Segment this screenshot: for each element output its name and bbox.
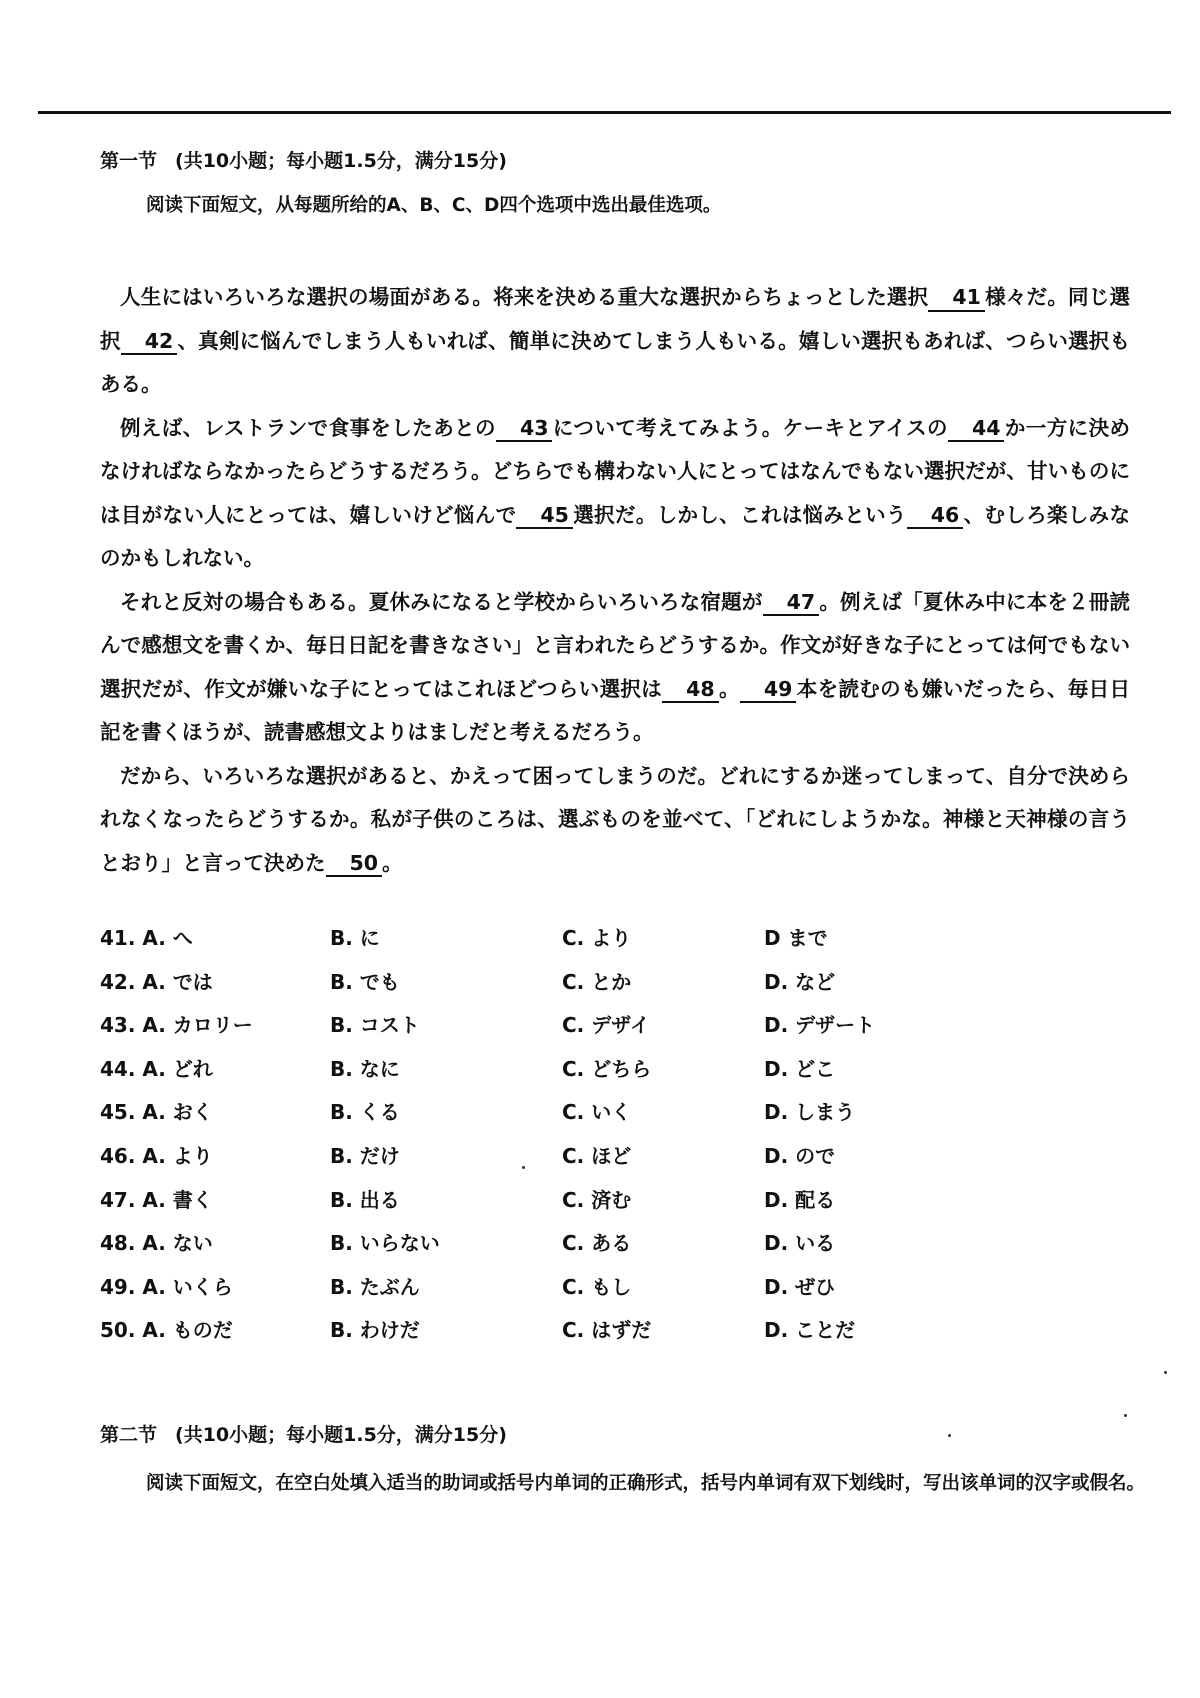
passage-text: 例えば、レストランで食事をしたあとの xyxy=(120,415,496,440)
option-choice: D. ので xyxy=(764,1143,836,1168)
section2-heading xyxy=(100,1420,507,1447)
answer-blank: 42 xyxy=(121,329,178,356)
option-choice: 45. A. おく xyxy=(100,1100,213,1125)
option-choice: D. しまう xyxy=(764,1100,856,1125)
passage-text: について考えてみよう。ケーキとアイスの xyxy=(552,415,948,440)
option-choice: 41. A. へ xyxy=(100,926,193,950)
passage-text: 。 xyxy=(718,676,740,701)
option-choice: C. もし xyxy=(562,1274,632,1299)
option-row xyxy=(100,1053,1100,1097)
passage-text: 選択だ。しかし、これは悩みという xyxy=(572,502,907,527)
option-row xyxy=(100,1271,1100,1315)
option-row xyxy=(100,1140,1100,1184)
option-row xyxy=(100,966,1100,1010)
passage-paragraph xyxy=(100,581,1130,755)
option-choice: B. なに xyxy=(330,1056,400,1081)
option-choice: B. でも xyxy=(330,969,400,994)
option-choice: C. いく xyxy=(562,1100,632,1125)
passage-text: それと反対の場合もある。夏休みになると学校からいろいろな宿題が xyxy=(120,589,763,614)
section1-title: 第一节 xyxy=(100,150,158,172)
scan-speck xyxy=(1124,1414,1127,1417)
option-choice: 49. A. いくら xyxy=(100,1274,233,1299)
scan-speck xyxy=(1164,1371,1167,1374)
option-row xyxy=(100,922,1100,966)
passage-text: 、真剣に悩んでしまう人もいれば、簡単に決めてしまう人もいる。嬉しい選択もあれば、つらい選択もある。 xyxy=(100,328,1131,396)
option-choice: B. に xyxy=(330,926,380,950)
passage-text: 人生にはいろいろな選択の場面がある。将来を決める重大な選択からちょっとした選択 xyxy=(120,285,929,309)
scan-speck xyxy=(948,1434,951,1437)
option-row xyxy=(100,1314,1100,1358)
option-choice: D. いる xyxy=(764,1231,836,1256)
top-rule xyxy=(38,111,1171,114)
answer-blank: 50 xyxy=(326,851,383,878)
passage-text: だから、いろいろな選択があると、かえって困ってしまうのだ。どれにするか迷ってしまって、自分で決められなくなったらどうするか。私が子供のころは、選ぶものを並べて、「どれにしようかな。神様と天神様の言うとおり」と言って決めた xyxy=(100,763,1130,875)
passage-paragraph xyxy=(100,407,1130,581)
option-choice: 42. A. では xyxy=(100,969,213,994)
section1-meta: (共10小题；每小题1.5分，满分15分) xyxy=(175,150,507,172)
option-choice: D. 配る xyxy=(764,1187,836,1212)
option-choice: B. いらない xyxy=(330,1231,440,1256)
option-choice: C. ほど xyxy=(562,1143,632,1168)
section2-title: 第二节 xyxy=(100,1424,158,1446)
answer-blank: 45 xyxy=(516,503,573,530)
option-choice: 48. A. ない xyxy=(100,1231,213,1256)
option-row xyxy=(100,1227,1100,1271)
passage-text: 、むしろ楽しみなのかもしれない。 xyxy=(100,502,1131,570)
option-choice: C. より xyxy=(562,926,632,950)
passage-text: か一方に決めなければならなかったらどうするだろう。どちらでも構わない人にとってはなんでもない選択だが、甘いものには目がない人にとっては、嬉しいけど悩んで xyxy=(100,415,1130,527)
option-choice: C. 済む xyxy=(562,1187,632,1212)
option-choice: B. わけだ xyxy=(330,1318,420,1343)
option-choice: B. 出る xyxy=(330,1187,400,1212)
option-choice: D. デザート xyxy=(764,1013,876,1038)
option-choice: D まで xyxy=(764,926,828,950)
options-list xyxy=(100,922,1100,1358)
scan-speck xyxy=(522,1166,525,1169)
option-choice: C. ある xyxy=(562,1231,632,1256)
option-row xyxy=(100,1184,1100,1228)
passage-paragraph xyxy=(100,276,1130,407)
option-choice: B. だけ xyxy=(330,1143,400,1168)
option-choice: D. など xyxy=(764,969,836,994)
option-row xyxy=(100,1096,1100,1140)
passage-text: 本を読むのも嫌いだったら、毎日日記を書くほうが、読書感想文よりはましだと考えるだろう。 xyxy=(100,676,1131,744)
option-choice: 44. A. どれ xyxy=(100,1056,213,1081)
section2-instruction: 阅读下面短文，在空白处填入适当的助词或括号内单词的正确形式，括号内单词有双下划线时，写出该单词的汉字或假名。 xyxy=(146,1473,1146,1494)
section2-meta: (共10小题；每小题1.5分，满分15分) xyxy=(175,1424,507,1446)
cloze-passage xyxy=(100,276,1130,885)
passage-text: 様々だ。同じ選択 xyxy=(100,285,1130,353)
option-choice: D. ことだ xyxy=(764,1318,856,1343)
answer-blank: 49 xyxy=(740,677,797,704)
section1-heading xyxy=(100,146,507,173)
option-choice: D. どこ xyxy=(764,1056,836,1081)
option-choice: C. とか xyxy=(562,969,632,994)
option-choice: 46. A. より xyxy=(100,1143,213,1168)
option-choice: B. くる xyxy=(330,1100,400,1125)
option-choice: B. たぶん xyxy=(330,1274,420,1299)
answer-blank: 41 xyxy=(928,285,985,312)
passage-text: 。 xyxy=(382,850,403,875)
answer-blank: 47 xyxy=(763,590,820,617)
option-choice: B. コスト xyxy=(330,1013,420,1038)
passage-paragraph xyxy=(100,755,1130,886)
option-choice: D. ぜひ xyxy=(764,1274,836,1299)
option-choice: 47. A. 書く xyxy=(100,1187,213,1212)
option-choice: 43. A. カロリー xyxy=(100,1013,253,1038)
answer-blank: 46 xyxy=(907,503,964,530)
answer-blank: 44 xyxy=(948,416,1005,443)
option-choice: C. デザイ xyxy=(562,1013,650,1038)
option-choice: 50. A. ものだ xyxy=(100,1318,233,1343)
option-choice: C. はずだ xyxy=(562,1318,652,1343)
answer-blank: 48 xyxy=(662,677,719,704)
passage-text: 。例えば「夏休み中に本を２冊読んで感想文を書くか、毎日日記を書きなさい」と言われたらどうするか。作文が好きな子にとっては何でもない選択だが、作文が嫌いな子にとってはこれほどつらい選択は xyxy=(100,589,1131,701)
option-row xyxy=(100,1009,1100,1053)
section1-instruction: 阅读下面短文，从每题所给的A、B、C、D四个选项中选出最佳选项。 xyxy=(146,195,722,216)
answer-blank: 43 xyxy=(496,416,553,443)
option-choice: C. どちら xyxy=(562,1056,652,1081)
